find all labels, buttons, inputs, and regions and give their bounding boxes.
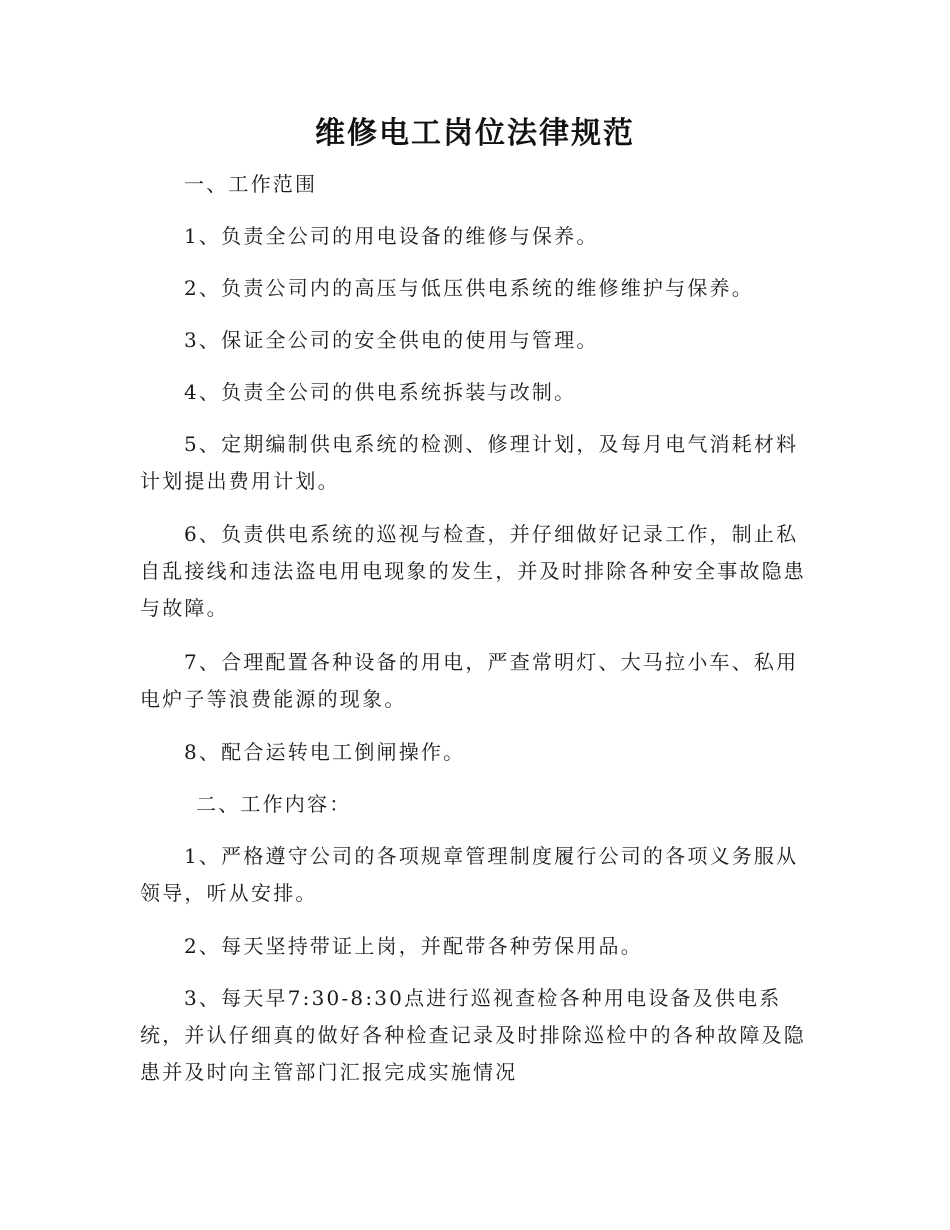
- document-title: 维修电工岗位法律规范: [315, 116, 635, 151]
- content-item-1: 1、严格遵守公司的各项规章管理制度履行公司的各项义务服从领导，听从安排。: [140, 844, 799, 905]
- scope-item-4: 4、负责全公司的供电系统拆装与改制。: [184, 380, 577, 404]
- scope-item-5: 5、定期编制供电系统的检测、修理计划，及每月电气消耗材料计划提出费用计划。: [140, 432, 799, 493]
- content-item-3: 3、每天早7:30-8:30点进行巡视查检各种用电设备及供电系统，并认仔细真的做好各种检查记录及时排除巡检中的各种故障及隐患并及时向主管部门汇报完成实施情况: [140, 986, 806, 1084]
- scope-item-7: 7、合理配置各种设备的用电，严查常明灯、大马拉小车、私用电炉子等浪费能源的现象。: [140, 650, 799, 711]
- scope-item-6: 6、负责供电系统的巡视与检查，并仔细做好记录工作，制止私自乱接线和违法盗电用电现象的发生，并及时排除各种安全事故隐患与故障。: [140, 522, 806, 620]
- section-heading-scope: 一、工作范围: [184, 172, 318, 196]
- section-heading-content: 二、工作内容：: [196, 792, 352, 816]
- content-item-2: 2、每天坚持带证上岗，并配带各种劳保用品。: [184, 934, 643, 958]
- scope-item-1: 1、负责全公司的用电设备的维修与保养。: [184, 224, 599, 248]
- scope-item-2: 2、负责公司内的高压与低压供电系统的维修维护与保养。: [184, 276, 754, 300]
- scope-item-3: 3、保证全公司的安全供电的使用与管理。: [184, 328, 599, 352]
- scope-item-8: 8、配合运转电工倒闸操作。: [184, 740, 466, 764]
